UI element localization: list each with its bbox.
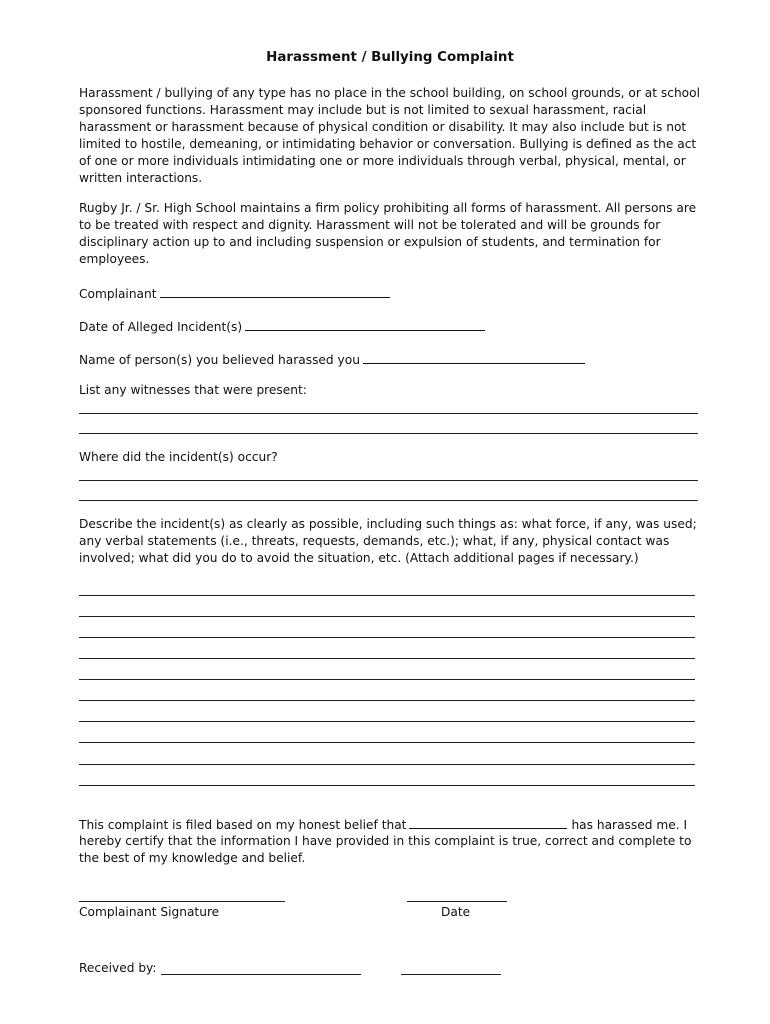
description-line[interactable] <box>79 764 695 765</box>
witnesses-label: List any witnesses that were present: <box>79 383 307 397</box>
certification-statement: hereby certify that the information I have provided in this complaint is true, correct and complete to the best of my knowledge and belief. <box>79 834 692 865</box>
harassed-person-label: Name of person(s) you believed harassed you <box>79 353 360 367</box>
description-line[interactable] <box>79 785 695 786</box>
harasser-name-input[interactable] <box>409 816 567 829</box>
certification-first-line <box>79 816 687 834</box>
policy-paragraph: Rugby Jr. / Sr. High School maintains a firm policy prohibiting all forms of harassment. All persons are to be treated with respect and dignity. Harassment will not be tolerated and will be grounds for disciplinary action up to and including suspension or expulsion of students, and termination for employees. <box>79 201 697 266</box>
harassed-person-input[interactable] <box>363 351 585 364</box>
complainant-field <box>79 285 390 303</box>
complainant-label: Complainant <box>79 287 157 301</box>
description-line[interactable] <box>79 658 695 659</box>
incident-date-input[interactable] <box>245 318 485 331</box>
description-line[interactable] <box>79 721 695 722</box>
signature-line[interactable] <box>79 901 285 902</box>
describe-instructions: Describe the incident(s) as clearly as possible, including such things as: what force, if any, was used; any verbal statements (i.e., threats, requests, demands, etc.); what, if any, physical contact was involved; what did you do to avoid the situation, etc. (Attach additional pages if necessary.) <box>79 517 697 565</box>
description-line[interactable] <box>79 616 695 617</box>
incident-date-field <box>79 318 485 336</box>
complainant-input[interactable] <box>160 285 390 298</box>
received-date-line[interactable] <box>401 974 501 975</box>
description-line[interactable] <box>79 700 695 701</box>
description-line[interactable] <box>79 742 695 743</box>
signature-label: Complainant Signature <box>79 905 220 919</box>
location-line[interactable] <box>79 500 698 501</box>
harassed-person-field <box>79 351 585 369</box>
witness-line[interactable] <box>79 433 698 434</box>
witness-line[interactable] <box>79 413 698 414</box>
form-title: Harassment / Bullying Complaint <box>266 50 514 65</box>
certify-suffix: has harassed me. I <box>571 818 688 832</box>
certify-prefix: This complaint is filed based on my honest belief that <box>79 818 407 832</box>
intro-paragraph: Harassment / bullying of any type has no place in the school building, on school grounds, or at school sponsored functions. Harassment may include but is not limited to sexual harassment, racial harassment or harassment because of physical condition or disability. It may also include but is not limited to hostile, demeaning, or intimidating behavior or conversation. Bullying is defined as the act of one or more individuals intimidating one or more individuals through verbal, physical, mental, or written interactions. <box>79 86 700 185</box>
date-label: Date <box>441 905 471 919</box>
received-by-label: Received by: <box>79 961 157 975</box>
location-line[interactable] <box>79 480 698 481</box>
received-by-line[interactable] <box>161 974 361 975</box>
incident-date-label: Date of Alleged Incident(s) <box>79 320 243 334</box>
description-line[interactable] <box>79 595 695 596</box>
description-line[interactable] <box>79 679 695 680</box>
description-line[interactable] <box>79 637 695 638</box>
date-line[interactable] <box>407 901 507 902</box>
location-label: Where did the incident(s) occur? <box>79 450 278 464</box>
